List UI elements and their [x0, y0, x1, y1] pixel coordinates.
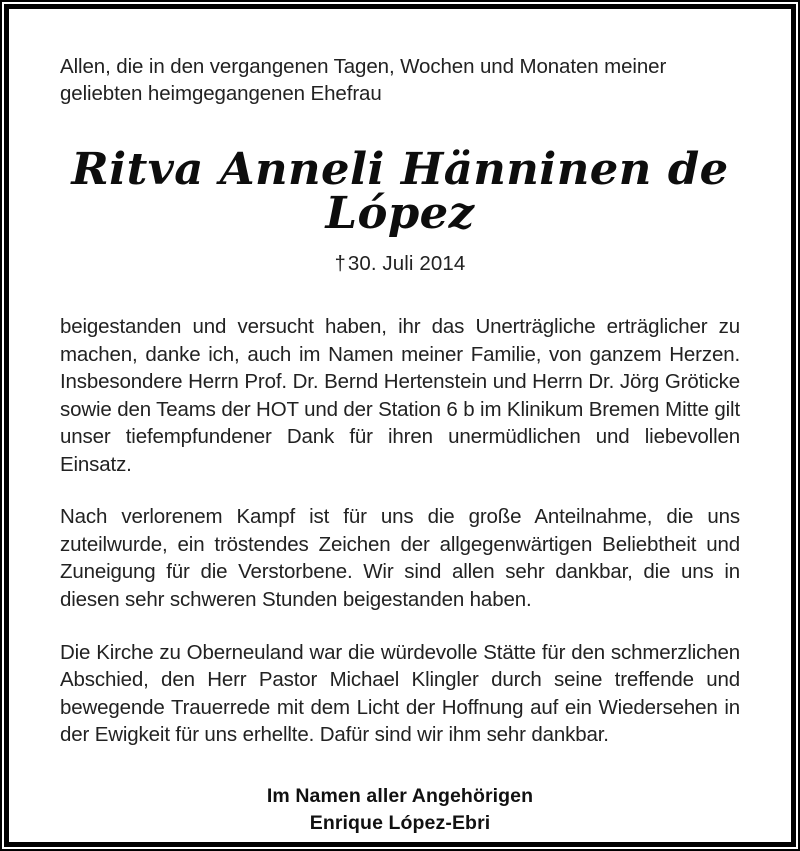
- signature-block: [60, 783, 740, 837]
- deceased-block: [60, 143, 740, 276]
- signature-line-family: Im Namen aller Angehörigen: [266, 784, 534, 807]
- deceased-name: Ritva Anneli Hänninen de López: [71, 143, 729, 239]
- dagger-icon: †: [334, 252, 346, 275]
- notice-content: [9, 9, 791, 842]
- notice-border-frame: [4, 4, 796, 847]
- paragraph-2: Nach verlorenem Kampf ist für uns die große Anteilnahme, die uns zuteilwurde, ein tröstendes Zeichen der allgegenwärtigen Beliebtheit und Zuneigung für die Verstorbene. Wir sind allen sehr dankbar, die uns in diesen sehr schweren Stunden beigestanden haben.: [60, 505, 740, 611]
- paragraph-3: Die Kirche zu Oberneuland war die würdevolle Stätte für den schmerzlichen Abschied, den Herr Pastor Michael Klingler durch seine treffende und bewegende Trauerrede mit dem Licht der Hoffnung auf ein Wiedersehen in der Ewigkeit für uns erhellte. Dafür sind wir ihm sehr dankbar.: [60, 640, 740, 747]
- death-date: 30. Juli 2014: [347, 251, 466, 275]
- intro-text: Allen, die in den vergangenen Tagen, Wochen und Monaten meiner geliebten heimgegangenen Ehefrau: [60, 55, 667, 106]
- signature-line-name: Enrique López-Ebri: [309, 811, 491, 834]
- paragraph-1: beigestanden und versucht haben, ihr das Unerträgliche erträglicher zu machen, danke ich, auch im Namen meiner Familie, von ganzem Herzen. Insbesondere Herrn Prof. Dr. Bernd Hertenstein und Herrn Dr. Jörg Gröticke sowie den Teams der HOT und der Station 6 b im Klinikum Bremen Mitte gilt unser tiefempfundener Dank für ihren unermüdlichen und liebevollen Einsatz.: [60, 314, 740, 476]
- body-paragraphs: [60, 313, 740, 749]
- death-date-line: [60, 252, 740, 276]
